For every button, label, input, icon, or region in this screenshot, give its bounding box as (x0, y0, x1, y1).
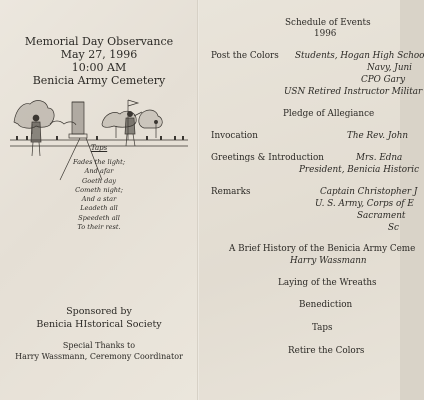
remarks-line: Captain Christopher J (320, 187, 418, 197)
poem-line: Leadeth all (80, 204, 118, 213)
schedule-year: 1996 (314, 29, 337, 39)
remarks-line: U. S. Army, Corps of E (315, 199, 414, 209)
post-colors-line: CPO Gary (361, 75, 406, 85)
program-heading: Memorial Day Observance (24, 35, 174, 48)
schedule-heading: Schedule of Events (285, 18, 371, 28)
event-pledge: Pledge of Allegiance (283, 109, 375, 119)
invocation-officiant: The Rev. John (347, 131, 409, 141)
remarks-line: Sacrament (357, 211, 406, 221)
sponsor-line-2: Benicia HIstorical Society (36, 319, 162, 330)
post-colors-line: USN Retired Instructor Militar (284, 87, 423, 97)
post-colors-line: Navy, Juni (367, 63, 412, 73)
event-history: A Brief History of the Benicia Army Ceme (229, 244, 416, 254)
poem-line: Cometh night; (75, 185, 123, 194)
greetings-speaker: Mrs. Edna (356, 153, 403, 163)
event-retire-colors: Retire the Colors (288, 346, 365, 356)
poem-line: And a star (81, 195, 117, 204)
greetings-title: President, Benicia Historic (299, 165, 419, 175)
event-wreaths: Laying of the Wreaths (278, 278, 377, 288)
thanks-line-1: Special Thanks to (62, 341, 136, 350)
right-panel (199, 0, 424, 400)
poem-lines (0, 158, 198, 232)
poem-line: Fades the light; (72, 158, 126, 166)
event-taps: Taps (312, 323, 333, 333)
poem-line: Goeth day (81, 176, 116, 185)
program-date: May 27, 1996 (60, 48, 138, 61)
poem-title: Taps (90, 144, 108, 152)
poem-line: To their rest. (77, 223, 121, 232)
sponsor-line-1: Sponsored by (66, 306, 132, 317)
event-benediction: Benediction (299, 300, 353, 310)
post-colors-line: Students, Hogan High Schoo (295, 51, 424, 61)
event-greetings: Greetings & Introduction (211, 153, 324, 163)
remarks-line: Sc (388, 223, 399, 233)
left-panel (0, 0, 198, 400)
poem-line: And afar (84, 167, 114, 176)
poem-line: Speedeth all (78, 213, 120, 222)
event-remarks: Remarks (211, 187, 251, 197)
thanks-line-2: Harry Wassmann, Ceremony Coordinator (15, 352, 183, 361)
history-speaker: Harry Wassmann (290, 256, 367, 266)
program-time: 10:00 AM (71, 61, 127, 74)
program-place: Benicia Army Cemetery (32, 74, 166, 87)
event-post-colors: Post the Colors (211, 51, 279, 61)
event-invocation: Invocation (211, 131, 258, 141)
